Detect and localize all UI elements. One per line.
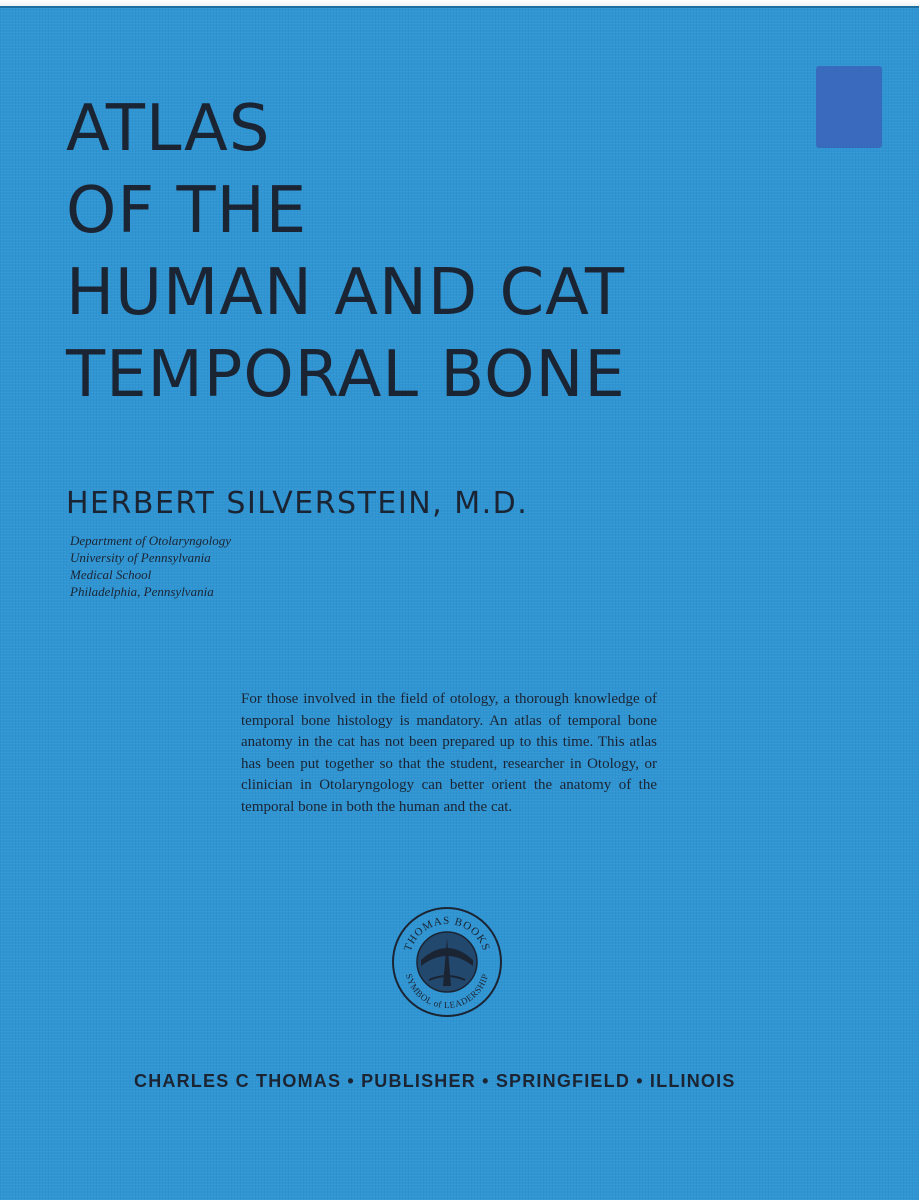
publisher-line: CHARLES C THOMAS • PUBLISHER • SPRINGFIELD • ILLINOIS xyxy=(134,1071,736,1091)
library-sticker xyxy=(816,66,882,148)
title-line-4: TEMPORAL BONE xyxy=(66,338,626,412)
cover-blurb: For those involved in the field of otology, a thorough knowledge of temporal bone histology is mandatory. An atlas of temporal bone anatomy in the cat has not been prepared up to this time. This atlas has been put together so that the student, researcher in Otology, or clinician in Otolaryngology can better orient the anatomy of the temporal bone in both the human and the cat. xyxy=(241,691,657,815)
title-line-1: ATLAS xyxy=(66,92,271,166)
book-title xyxy=(66,88,626,416)
affiliation-line-3: Medical School xyxy=(70,567,152,582)
affiliation-line-4: Philadelphia, Pennsylvania xyxy=(70,584,214,599)
title-line-3: HUMAN AND CAT xyxy=(66,256,626,330)
author-name: HERBERT SILVERSTEIN, M.D. xyxy=(66,486,529,521)
affiliation-line-2: University of Pennsylvania xyxy=(70,550,211,565)
title-line-2: OF THE xyxy=(66,174,308,248)
seal-bottom-text: SYMBOL of LEADERSHIP xyxy=(403,972,491,1011)
seal-top-text: THOMAS BOOKS xyxy=(401,914,493,953)
thomas-books-seal-icon xyxy=(391,906,503,1018)
affiliation-line-1: Department of Otolaryngology xyxy=(70,533,232,548)
author-affiliation xyxy=(70,532,231,600)
